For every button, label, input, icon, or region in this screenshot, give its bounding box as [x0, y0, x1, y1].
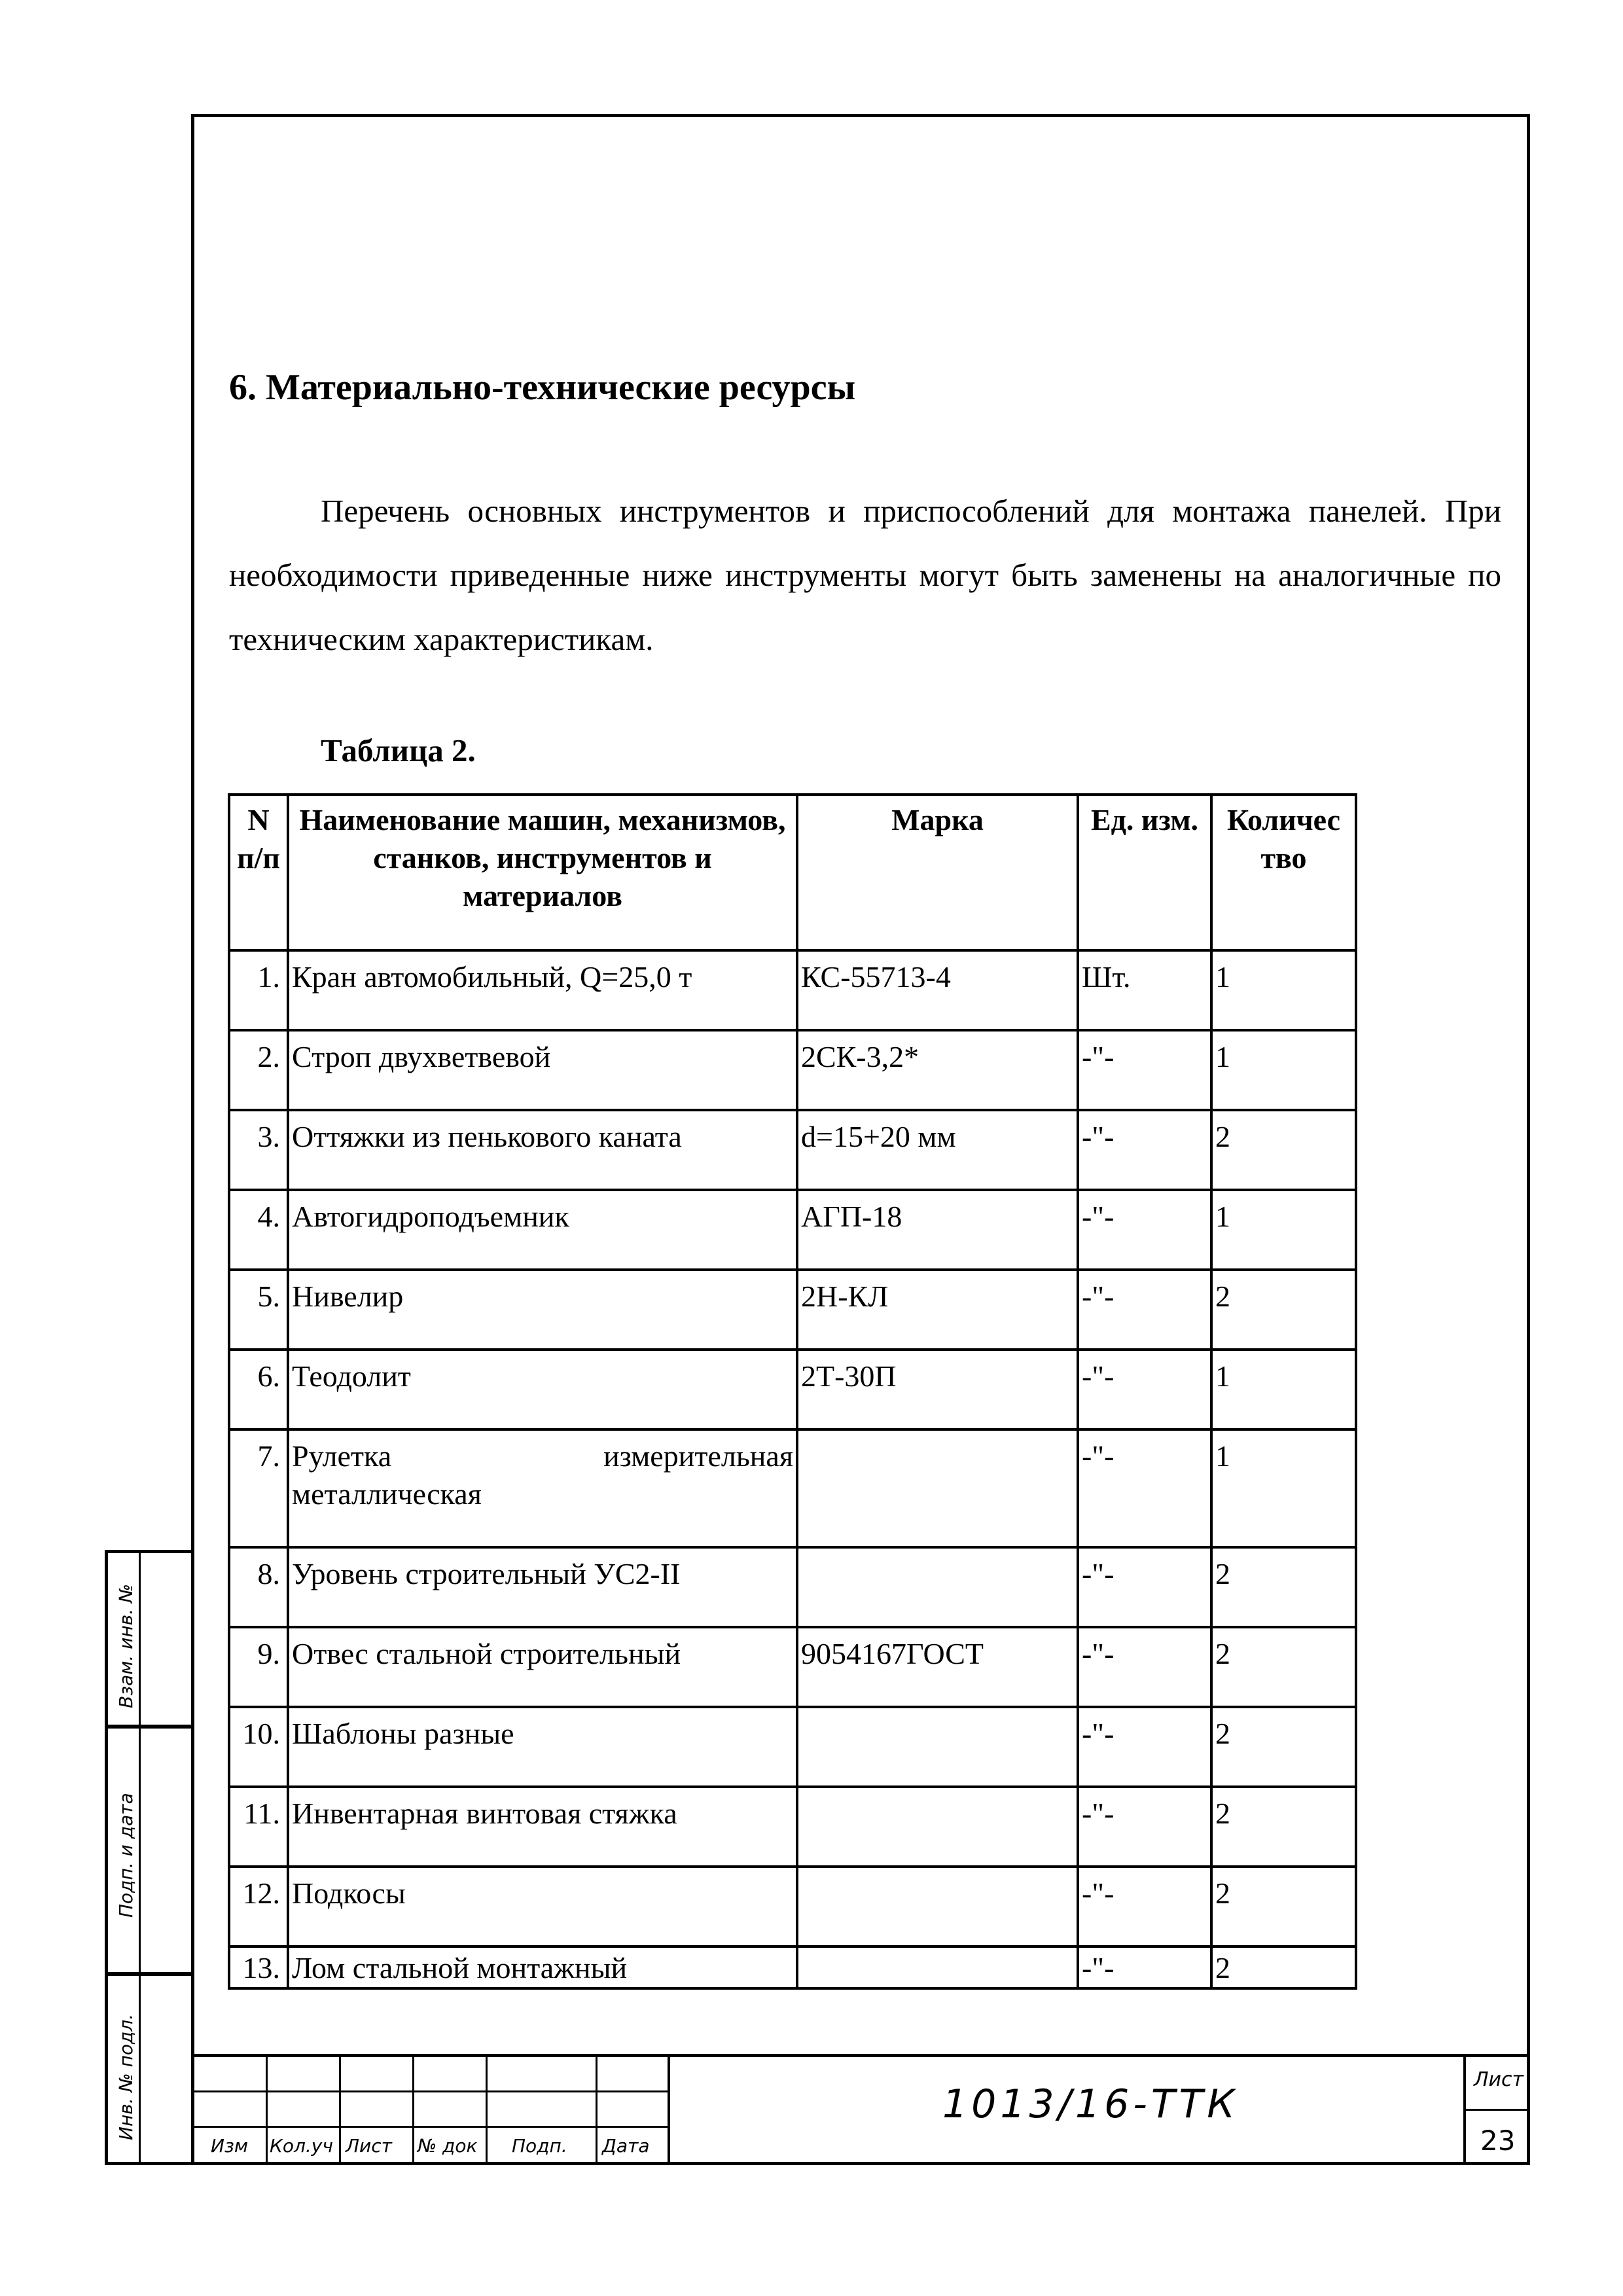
stamp-line	[596, 2054, 597, 2165]
row-brand	[797, 1867, 1078, 1946]
row-name: Оттяжки из пенькового каната	[288, 1110, 797, 1190]
row-num: 11.	[229, 1787, 288, 1867]
row-qty: 2	[1211, 1270, 1356, 1350]
row-num: 4.	[229, 1190, 288, 1270]
row-unit: -"-	[1078, 1110, 1211, 1190]
header-unit: Ед. изм.	[1078, 795, 1211, 950]
table-row	[229, 1190, 1356, 1270]
row-name: Отвес стальной строительный	[288, 1627, 797, 1707]
row-num: 9.	[229, 1627, 288, 1707]
row-name: Лом стальной монтажный	[288, 1946, 797, 1988]
intro-paragraph	[229, 479, 1501, 672]
table-row	[229, 1547, 1356, 1627]
row-qty: 1	[1211, 1190, 1356, 1270]
stamp-line	[339, 2054, 341, 2165]
document-code: 1013/16-ТТК	[942, 2081, 1239, 2127]
row-num: 5.	[229, 1270, 288, 1350]
stamp-line	[668, 2054, 670, 2165]
row-brand: 2Н-КЛ	[797, 1270, 1078, 1350]
row-unit: -"-	[1078, 1867, 1211, 1946]
row-brand	[797, 1707, 1078, 1787]
row-num: 3.	[229, 1110, 288, 1190]
table-header-row	[229, 795, 1356, 950]
intro-paragraph-text: Перечень основных инструментов и приспособлений для монтажа панелей. При необходимости приведенные ниже инструменты могут быть заменены на аналогичные по техническим характеристикам.	[229, 493, 1501, 657]
row-unit: -"-	[1078, 1429, 1211, 1547]
row-brand	[797, 1429, 1078, 1547]
row-num: 1.	[229, 950, 288, 1030]
row-unit: Шт.	[1078, 950, 1211, 1030]
table-row	[229, 1429, 1356, 1547]
table-row	[229, 950, 1356, 1030]
row-brand: 2Т-30П	[797, 1350, 1078, 1429]
header-brand: Марка	[797, 795, 1078, 950]
row-unit: -"-	[1078, 1190, 1211, 1270]
table-row	[229, 1787, 1356, 1867]
row-name: Строп двухветвевой	[288, 1030, 797, 1110]
stamp-line	[412, 2054, 414, 2165]
row-name: Нивелир	[288, 1270, 797, 1350]
row-name: Инвентарная винтовая стяжка	[288, 1787, 797, 1867]
stamp-label-ndok: № док	[418, 2135, 478, 2157]
row-num: 6.	[229, 1350, 288, 1429]
stamp-line	[486, 2054, 488, 2165]
header-qty: Количес тво	[1211, 795, 1356, 950]
side-label-inv: Инв. № подл.	[115, 2013, 137, 2140]
row-brand: АГП-18	[797, 1190, 1078, 1270]
row-qty: 1	[1211, 1030, 1356, 1110]
row-num: 13.	[229, 1946, 288, 1988]
side-label-vzam: Взам. инв. №	[115, 1583, 137, 1708]
side-label-podp: Подп. и дата	[115, 1793, 137, 1918]
row-qty: 1	[1211, 1429, 1356, 1547]
row-unit: -"-	[1078, 1030, 1211, 1110]
row-unit: -"-	[1078, 1946, 1211, 1988]
stamp-line	[1463, 2109, 1530, 2111]
table-row	[229, 1946, 1356, 1988]
row-brand: 9054167ГОСТ	[797, 1627, 1078, 1707]
row-num: 7.	[229, 1429, 288, 1547]
table-row	[229, 1707, 1356, 1787]
stamp-label-podp: Подп.	[512, 2135, 567, 2157]
row-name: Шаблоны разные	[288, 1707, 797, 1787]
row-brand	[797, 1787, 1078, 1867]
stamp-label-izm: Изм	[211, 2135, 248, 2157]
row-name: Уровень строительный УС2-II	[288, 1547, 797, 1627]
row-qty: 2	[1211, 1946, 1356, 1988]
row-qty: 2	[1211, 1707, 1356, 1787]
row-brand: 2СК-3,2*	[797, 1030, 1078, 1110]
row-qty: 1	[1211, 950, 1356, 1030]
row-unit: -"-	[1078, 1787, 1211, 1867]
header-num: N п/п	[229, 795, 288, 950]
stamp-label-koluch: Кол.уч	[270, 2135, 333, 2157]
row-brand: d=15+20 мм	[797, 1110, 1078, 1190]
row-name: Автогидроподъемник	[288, 1190, 797, 1270]
row-num: 10.	[229, 1707, 288, 1787]
stamp-line	[266, 2054, 268, 2165]
row-unit: -"-	[1078, 1707, 1211, 1787]
row-qty: 2	[1211, 1627, 1356, 1707]
row-brand	[797, 1946, 1078, 1988]
row-name-part: Рулетка	[292, 1439, 392, 1473]
row-num: 8.	[229, 1547, 288, 1627]
row-qty: 1	[1211, 1350, 1356, 1429]
row-name: Теодолит	[288, 1350, 797, 1429]
sheet-label: Лист	[1474, 2068, 1524, 2091]
row-unit: -"-	[1078, 1350, 1211, 1429]
row-name	[288, 1429, 797, 1547]
table-row	[229, 1867, 1356, 1946]
table-row	[229, 1350, 1356, 1429]
row-brand: КС-55713-4	[797, 950, 1078, 1030]
row-unit: -"-	[1078, 1627, 1211, 1707]
row-name: Кран автомобильный, Q=25,0 т	[288, 950, 797, 1030]
stamp-label-list: Лист	[346, 2135, 392, 2157]
row-name-part: измерительная	[603, 1439, 793, 1473]
table-row	[229, 1110, 1356, 1190]
table-row	[229, 1270, 1356, 1350]
row-qty: 2	[1211, 1787, 1356, 1867]
row-unit: -"-	[1078, 1547, 1211, 1627]
row-num: 2.	[229, 1030, 288, 1110]
table-row	[229, 1030, 1356, 1110]
row-unit: -"-	[1078, 1270, 1211, 1350]
header-name: Наименование машин, механизмов, станков, инструментов и материалов	[288, 795, 797, 950]
side-divider	[139, 1550, 141, 2165]
table-caption: Таблица 2.	[321, 732, 476, 768]
section-heading: 6. Материально-технические ресурсы	[229, 367, 856, 408]
row-num: 12.	[229, 1867, 288, 1946]
row-qty: 2	[1211, 1867, 1356, 1946]
row-name: Подкосы	[288, 1867, 797, 1946]
sheet-number: 23	[1480, 2125, 1516, 2157]
row-qty: 2	[1211, 1110, 1356, 1190]
resources-table	[228, 793, 1357, 1990]
stamp-label-data: Дата	[602, 2135, 650, 2157]
row-name-part: металлическая	[292, 1477, 482, 1511]
row-brand	[797, 1547, 1078, 1627]
row-qty: 2	[1211, 1547, 1356, 1627]
table-row	[229, 1627, 1356, 1707]
